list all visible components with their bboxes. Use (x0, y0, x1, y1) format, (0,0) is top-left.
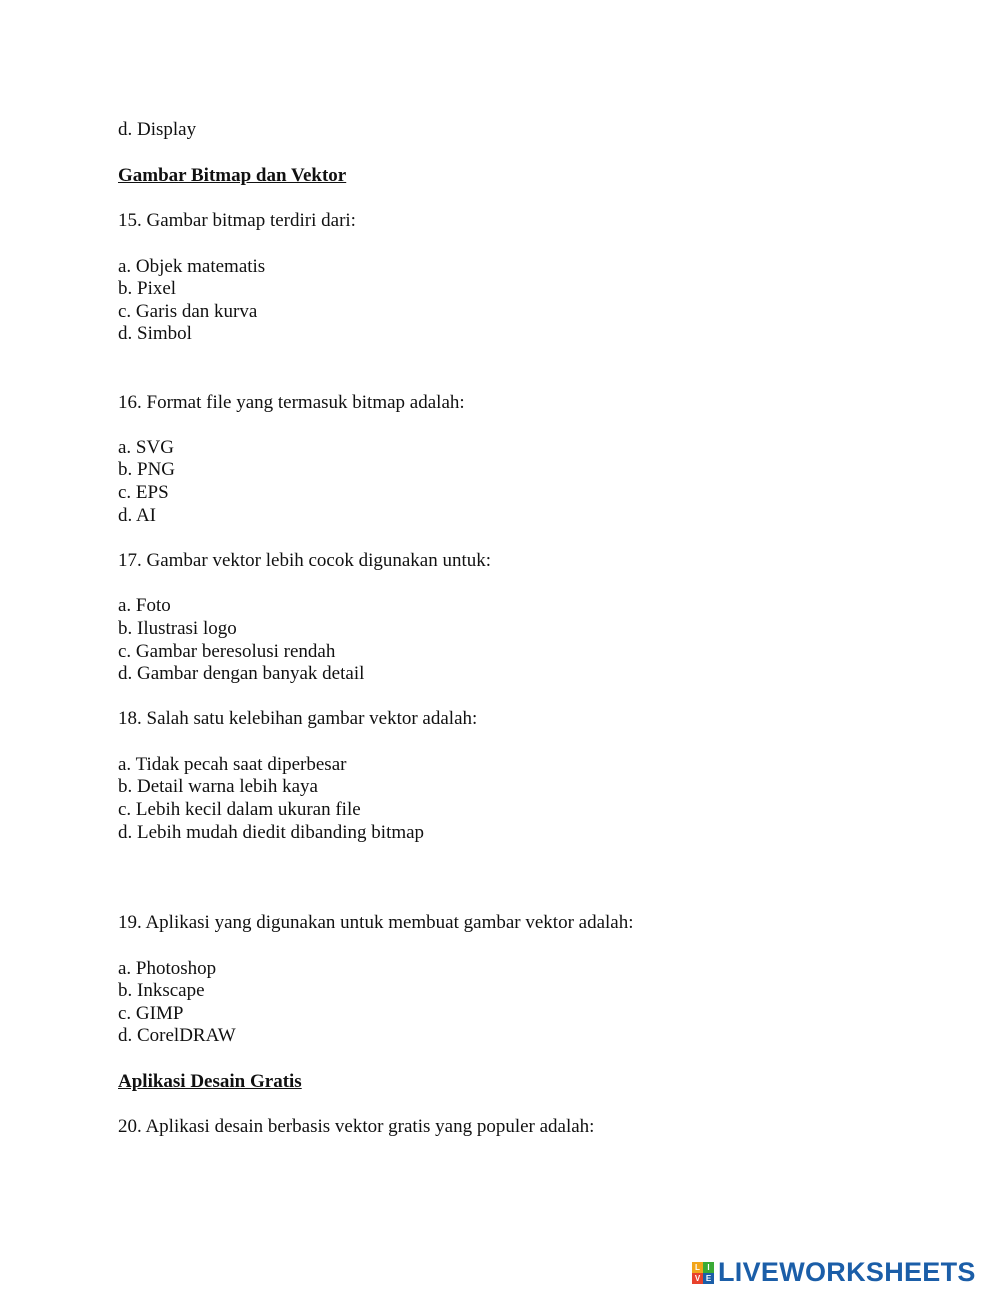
question-15: 15. Gambar bitmap terdiri dari: (118, 210, 356, 231)
q19-option-c[interactable]: c. GIMP (118, 1003, 184, 1024)
q19-option-b[interactable]: b. Inkscape (118, 980, 205, 1001)
option-d-display: d. Display (118, 119, 197, 140)
logo-mark-letter-i: I (703, 1262, 714, 1273)
q18-option-d[interactable]: d. Lebih mudah diedit dibanding bitmap (118, 822, 425, 843)
logo-mark-letter-l: L (692, 1262, 703, 1273)
q16-option-c[interactable]: c. EPS (118, 482, 169, 503)
q15-option-b[interactable]: b. Pixel (118, 278, 177, 299)
q17-option-d[interactable]: d. Gambar dengan banyak detail (118, 663, 365, 684)
logo-mark-letter-e: E (703, 1273, 714, 1284)
liveworksheets-logo-text: LIVEWORKSHEETS (718, 1257, 976, 1287)
question-17: 17. Gambar vektor lebih cocok digunakan untuk: (118, 550, 492, 571)
section-heading-bitmap-vektor: Gambar Bitmap dan Vektor (118, 165, 347, 186)
q16-option-d[interactable]: d. AI (118, 505, 156, 526)
question-18: 18. Salah satu kelebihan gambar vektor adalah: (118, 708, 478, 729)
q17-option-a[interactable]: a. Foto (118, 595, 171, 616)
question-20: 20. Aplikasi desain berbasis vektor gratis yang populer adalah: (118, 1116, 595, 1137)
q17-option-b[interactable]: b. Ilustrasi logo (118, 618, 237, 639)
q19-option-a[interactable]: a. Photoshop (118, 958, 217, 979)
liveworksheets-logo-icon (692, 1262, 714, 1284)
q19-option-d[interactable]: d. CorelDRAW (118, 1025, 236, 1046)
q15-option-d[interactable]: d. Simbol (118, 323, 192, 344)
liveworksheets-logo (692, 1257, 976, 1288)
q18-option-a[interactable]: a. Tidak pecah saat diperbesar (118, 754, 347, 775)
q15-option-a[interactable]: a. Objek matematis (118, 256, 266, 277)
question-16: 16. Format file yang termasuk bitmap adalah: (118, 392, 465, 413)
logo-mark-letter-v: V (692, 1273, 703, 1284)
q16-option-a[interactable]: a. SVG (118, 437, 174, 458)
question-19: 19. Aplikasi yang digunakan untuk membuat gambar vektor adalah: (118, 912, 634, 933)
q17-option-c[interactable]: c. Gambar beresolusi rendah (118, 641, 336, 662)
q18-option-b[interactable]: b. Detail warna lebih kaya (118, 776, 318, 797)
section-heading-aplikasi-desain: Aplikasi Desain Gratis (118, 1071, 302, 1092)
q18-option-c[interactable]: c. Lebih kecil dalam ukuran file (118, 799, 361, 820)
q16-option-b[interactable]: b. PNG (118, 459, 176, 480)
q15-option-c[interactable]: c. Garis dan kurva (118, 301, 258, 322)
